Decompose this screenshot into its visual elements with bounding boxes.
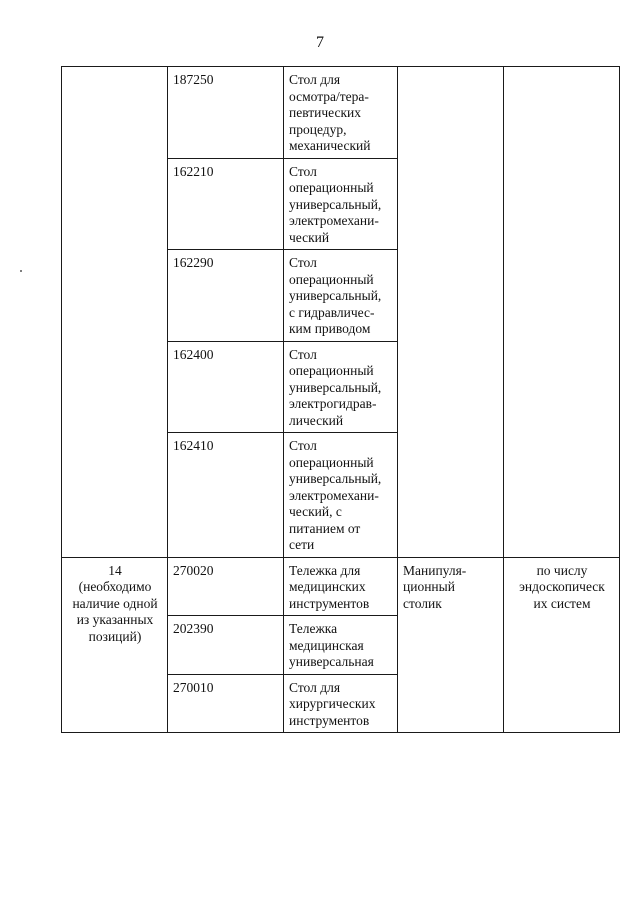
name-line: универсальный, bbox=[289, 471, 382, 486]
table-cell-empty bbox=[398, 67, 504, 558]
table-cell-name bbox=[284, 158, 398, 250]
quantity-line: эндоскопическ bbox=[519, 579, 605, 594]
table-cell-name bbox=[284, 250, 398, 342]
name-line: лический bbox=[289, 412, 344, 428]
table-cell-name bbox=[284, 557, 398, 616]
name-line: электрогидрав- bbox=[289, 396, 377, 411]
name-line: операционный bbox=[289, 180, 374, 195]
name-line: Стол для bbox=[289, 72, 341, 87]
name-line: Стол bbox=[289, 438, 317, 453]
name-line: операционный bbox=[289, 363, 374, 378]
table-cell-empty bbox=[62, 67, 168, 558]
type-line: Манипуля- bbox=[403, 562, 467, 578]
quantity-line: по числу bbox=[536, 562, 588, 578]
table-cell-type bbox=[398, 557, 504, 733]
name-line: операционный bbox=[289, 454, 374, 470]
table-cell-quantity bbox=[504, 557, 620, 733]
name-line: ким приводом bbox=[289, 321, 371, 336]
name-line: универсальный, bbox=[289, 379, 382, 395]
table-row bbox=[62, 67, 620, 159]
name-line: универсальная bbox=[289, 654, 374, 669]
name-line: Тележка для bbox=[289, 562, 361, 578]
name-line: процедур, bbox=[289, 121, 347, 137]
name-line: Стол bbox=[289, 346, 317, 362]
table-cell-empty bbox=[504, 67, 620, 558]
name-line: ческий bbox=[289, 229, 330, 245]
name-line: механический bbox=[289, 138, 371, 153]
item-number-line: позиций) bbox=[88, 628, 142, 644]
equipment-table bbox=[61, 66, 620, 733]
table-cell-code: 270010 bbox=[168, 674, 284, 733]
name-line: хирургических bbox=[289, 696, 376, 711]
table-cell-code: 270020 bbox=[168, 557, 284, 616]
name-line: певтических bbox=[289, 105, 362, 120]
page-number: 7 bbox=[316, 34, 324, 51]
name-line: электромехани- bbox=[289, 213, 379, 228]
name-line: Тележка bbox=[289, 621, 338, 636]
name-line: медицинская bbox=[289, 637, 364, 653]
name-line: сети bbox=[289, 537, 315, 552]
item-number-line: (необходимо bbox=[78, 579, 152, 594]
name-line: Стол bbox=[289, 163, 317, 179]
name-line: Стол bbox=[289, 255, 317, 270]
table-cell-code: 162410 bbox=[168, 433, 284, 558]
item-number-line: 14 bbox=[108, 562, 122, 578]
table-cell-name bbox=[284, 341, 398, 433]
name-line: осмотра/тера- bbox=[289, 88, 369, 104]
name-line: универсальный, bbox=[289, 288, 382, 303]
name-line: операционный bbox=[289, 271, 374, 287]
name-line: инструментов bbox=[289, 712, 370, 728]
table-cell-code: 202390 bbox=[168, 616, 284, 675]
name-line: ческий, с bbox=[289, 504, 342, 519]
name-line: универсальный, bbox=[289, 196, 382, 212]
name-line: с гидравличес- bbox=[289, 304, 375, 320]
type-line: ционный bbox=[403, 579, 455, 594]
table-cell-code: 162210 bbox=[168, 158, 284, 250]
table-cell-name bbox=[284, 674, 398, 733]
table-cell-name bbox=[284, 433, 398, 558]
name-line: медицинских bbox=[289, 579, 366, 594]
table-cell-code: 162400 bbox=[168, 341, 284, 433]
scan-speck bbox=[20, 270, 22, 272]
quantity-line: их систем bbox=[533, 595, 591, 611]
table-cell-code: 187250 bbox=[168, 67, 284, 159]
table-row bbox=[62, 557, 620, 616]
name-line: питанием от bbox=[289, 520, 361, 536]
table-cell-name bbox=[284, 616, 398, 675]
table-cell-item-number bbox=[62, 557, 168, 733]
type-line: столик bbox=[403, 595, 442, 611]
item-number-line: наличие одной bbox=[72, 595, 158, 611]
name-line: Стол для bbox=[289, 679, 341, 695]
table-cell-name bbox=[284, 67, 398, 159]
name-line: электромехани- bbox=[289, 487, 379, 503]
item-number-line: из указанных bbox=[76, 612, 154, 627]
name-line: инструментов bbox=[289, 595, 370, 611]
table-cell-code: 162290 bbox=[168, 250, 284, 342]
